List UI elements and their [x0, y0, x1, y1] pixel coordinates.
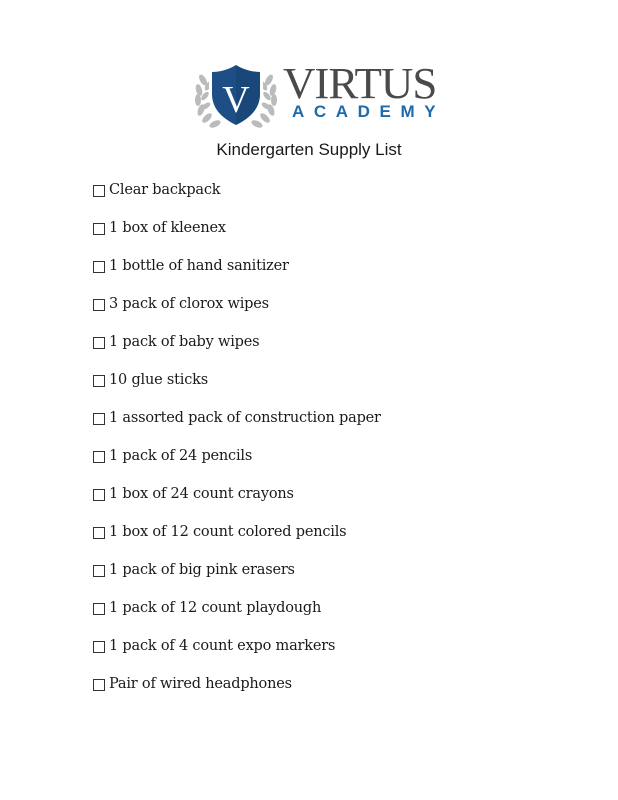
page-title: Kindergarten Supply List [216, 140, 402, 159]
empty-checkbox-icon[interactable] [93, 299, 105, 311]
checklist-item-label: 1 assorted pack of construction paper [109, 410, 381, 426]
checklist-item-label: 10 glue sticks [109, 372, 208, 388]
empty-checkbox-icon[interactable] [93, 451, 105, 463]
supply-checklist [93, 180, 381, 712]
checklist-item[interactable] [93, 370, 381, 408]
checklist-item-label: 1 box of 24 count crayons [109, 486, 294, 502]
empty-checkbox-icon[interactable] [93, 337, 105, 349]
checklist-item[interactable] [93, 598, 381, 636]
checklist-item[interactable] [93, 256, 381, 294]
checklist-item-label: Clear backpack [109, 182, 221, 198]
logo-subtitle: ACADEMY [292, 102, 446, 121]
empty-checkbox-icon[interactable] [93, 185, 105, 197]
logo-wordmark: VIRTUS [283, 59, 437, 108]
empty-checkbox-icon[interactable] [93, 375, 105, 387]
checklist-item[interactable] [93, 636, 381, 674]
empty-checkbox-icon[interactable] [93, 641, 105, 653]
checklist-item[interactable] [93, 674, 381, 712]
virtus-academy-logo [193, 59, 446, 130]
checklist-item-label: 1 bottle of hand sanitizer [109, 258, 289, 274]
empty-checkbox-icon[interactable] [93, 413, 105, 425]
checklist-item[interactable] [93, 522, 381, 560]
checklist-item-label: 1 box of kleenex [109, 220, 226, 236]
empty-checkbox-icon[interactable] [93, 603, 105, 615]
checklist-item-label: 1 pack of 24 pencils [109, 448, 253, 464]
checklist-item-label: 1 box of 12 count colored pencils [109, 524, 347, 540]
shield-laurel-icon [193, 60, 279, 130]
empty-checkbox-icon[interactable] [93, 527, 105, 539]
checklist-item[interactable] [93, 560, 381, 598]
checklist-item-label: 1 pack of big pink erasers [109, 562, 295, 578]
checklist-item-label: Pair of wired headphones [109, 676, 292, 692]
checklist-item-label: 1 pack of 12 count playdough [109, 600, 322, 616]
empty-checkbox-icon[interactable] [93, 565, 105, 577]
empty-checkbox-icon[interactable] [93, 261, 105, 273]
logo-monogram: V [222, 79, 250, 121]
empty-checkbox-icon[interactable] [93, 489, 105, 501]
checklist-item[interactable] [93, 408, 381, 446]
checklist-item[interactable] [93, 484, 381, 522]
checklist-item[interactable] [93, 332, 381, 370]
checklist-item-label: 1 pack of 4 count expo markers [109, 638, 336, 654]
empty-checkbox-icon[interactable] [93, 679, 105, 691]
checklist-item[interactable] [93, 294, 381, 332]
checklist-item-label: 1 pack of baby wipes [109, 334, 260, 350]
checklist-item[interactable] [93, 446, 381, 484]
checklist-item[interactable] [93, 218, 381, 256]
checklist-item[interactable] [93, 180, 381, 218]
checklist-item-label: 3 pack of clorox wipes [109, 296, 269, 312]
empty-checkbox-icon[interactable] [93, 223, 105, 235]
